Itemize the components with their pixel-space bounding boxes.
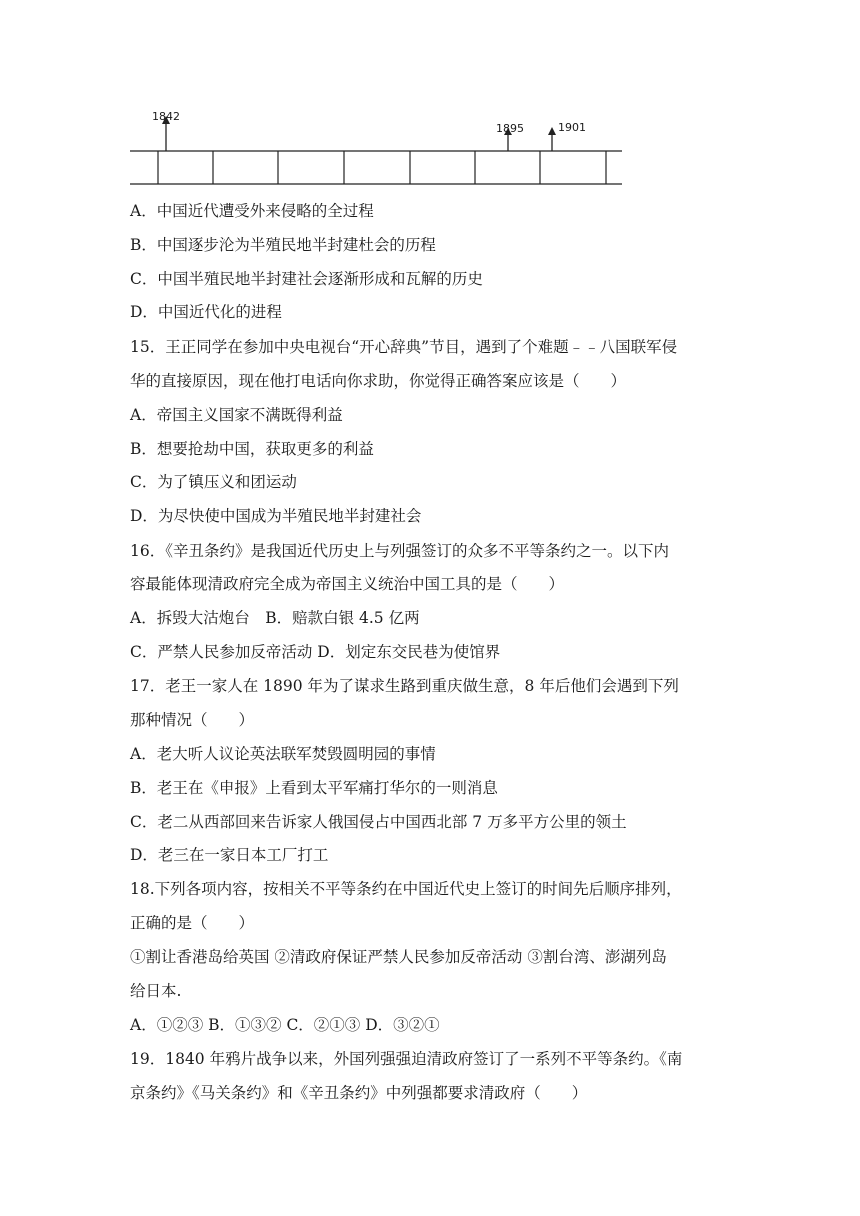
q17-option-c: C．老二从西部回来告诉家人俄国侵占中国西北部 7 万多平方公里的领土 — [130, 813, 627, 831]
q17-stem-line2: 那种情况（ ） — [130, 711, 255, 729]
q18-stem-line2: 正确的是（ ） — [130, 914, 255, 932]
q17-option-b: B．老王在《申报》上看到太平军痛打华尔的一则消息 — [130, 779, 498, 797]
q16-stem-line2: 容最能体现清政府完全成为帝国主义统治中国工具的是（ ） — [130, 575, 565, 593]
q15-option-c: C．为了镇压义和团运动 — [130, 473, 297, 491]
timeline-label-1842: 1842 — [152, 110, 180, 123]
q19-stem-line1: 19．1840 年鸦片战争以来，外国列强强迫清政府签订了一系列不平等条约。《南 — [130, 1050, 683, 1068]
q18-stem-line1: 18.下列各项内容，按相关不平等条约在中国近代史上签订的时间先后顺序排列， — [130, 880, 682, 898]
q15-option-b: B．想要抢劫中国，获取更多的利益 — [130, 440, 374, 458]
q16-options-ab: A．拆毁大沽炮台 B．赔款白银 4.5 亿两 — [130, 609, 420, 627]
q16-options-cd: C．严禁人民参加反帝活动 D．划定东交民巷为使馆界 — [130, 643, 501, 661]
q16-stem-line1: 16．《辛丑条约》是我国近代历史上与列强签订的众多不平等条约之一。以下内 — [130, 542, 669, 560]
q17-stem-line1: 17．老王一家人在 1890 年为了谋求生路到重庆做生意，8 年后他们会遇到下列 — [130, 677, 679, 695]
q19-stem-line2: 京条约》《马关条约》和《辛丑条约》中列强都要求清政府（ ） — [130, 1084, 588, 1102]
q14-option-d: D．中国近代化的进程 — [130, 303, 282, 321]
timeline-figure — [128, 100, 628, 190]
q18-items-line2: 给日本. — [130, 982, 182, 1000]
q15-stem-line2: 华的直接原因，现在他打电话向你求助，你觉得正确答案应该是（ ） — [130, 372, 627, 390]
q18-options: A．①②③ B．①③② C．②①③ D．③②① — [130, 1016, 440, 1034]
q18-items-line1: ①割让香港岛给英国 ②清政府保证严禁人民参加反帝活动 ③割台湾、澎湖列岛 — [130, 948, 667, 966]
q17-option-d: D．老三在一家日本工厂打工 — [130, 846, 329, 864]
q17-option-a: A．老大听人议论英法联军焚毁圆明园的事情 — [130, 745, 436, 763]
q15-option-d: D．为尽快使中国成为半殖民地半封建社会 — [130, 507, 422, 525]
marker-1901-arrow-icon — [548, 127, 556, 151]
q14-option-b: B．中国逐步沦为半殖民地半封建杜会的历程 — [130, 236, 436, 254]
timeline-label-1895: 1895 — [496, 122, 524, 135]
q15-option-a: A．帝国主义国家不满既得利益 — [130, 406, 343, 424]
timeline-dividers — [158, 151, 606, 184]
q14-option-a: A．中国近代遭受外来侵略的全过程 — [130, 202, 374, 220]
q14-option-c: C．中国半殖民地半封建社会逐渐形成和瓦解的历史 — [130, 270, 483, 288]
q15-stem-line1: 15．王正同学在参加中央电视台“开心辞典”节目，遇到了个难题﹣﹣八国联军侵 — [130, 338, 678, 356]
timeline-label-1901: 1901 — [558, 121, 586, 134]
